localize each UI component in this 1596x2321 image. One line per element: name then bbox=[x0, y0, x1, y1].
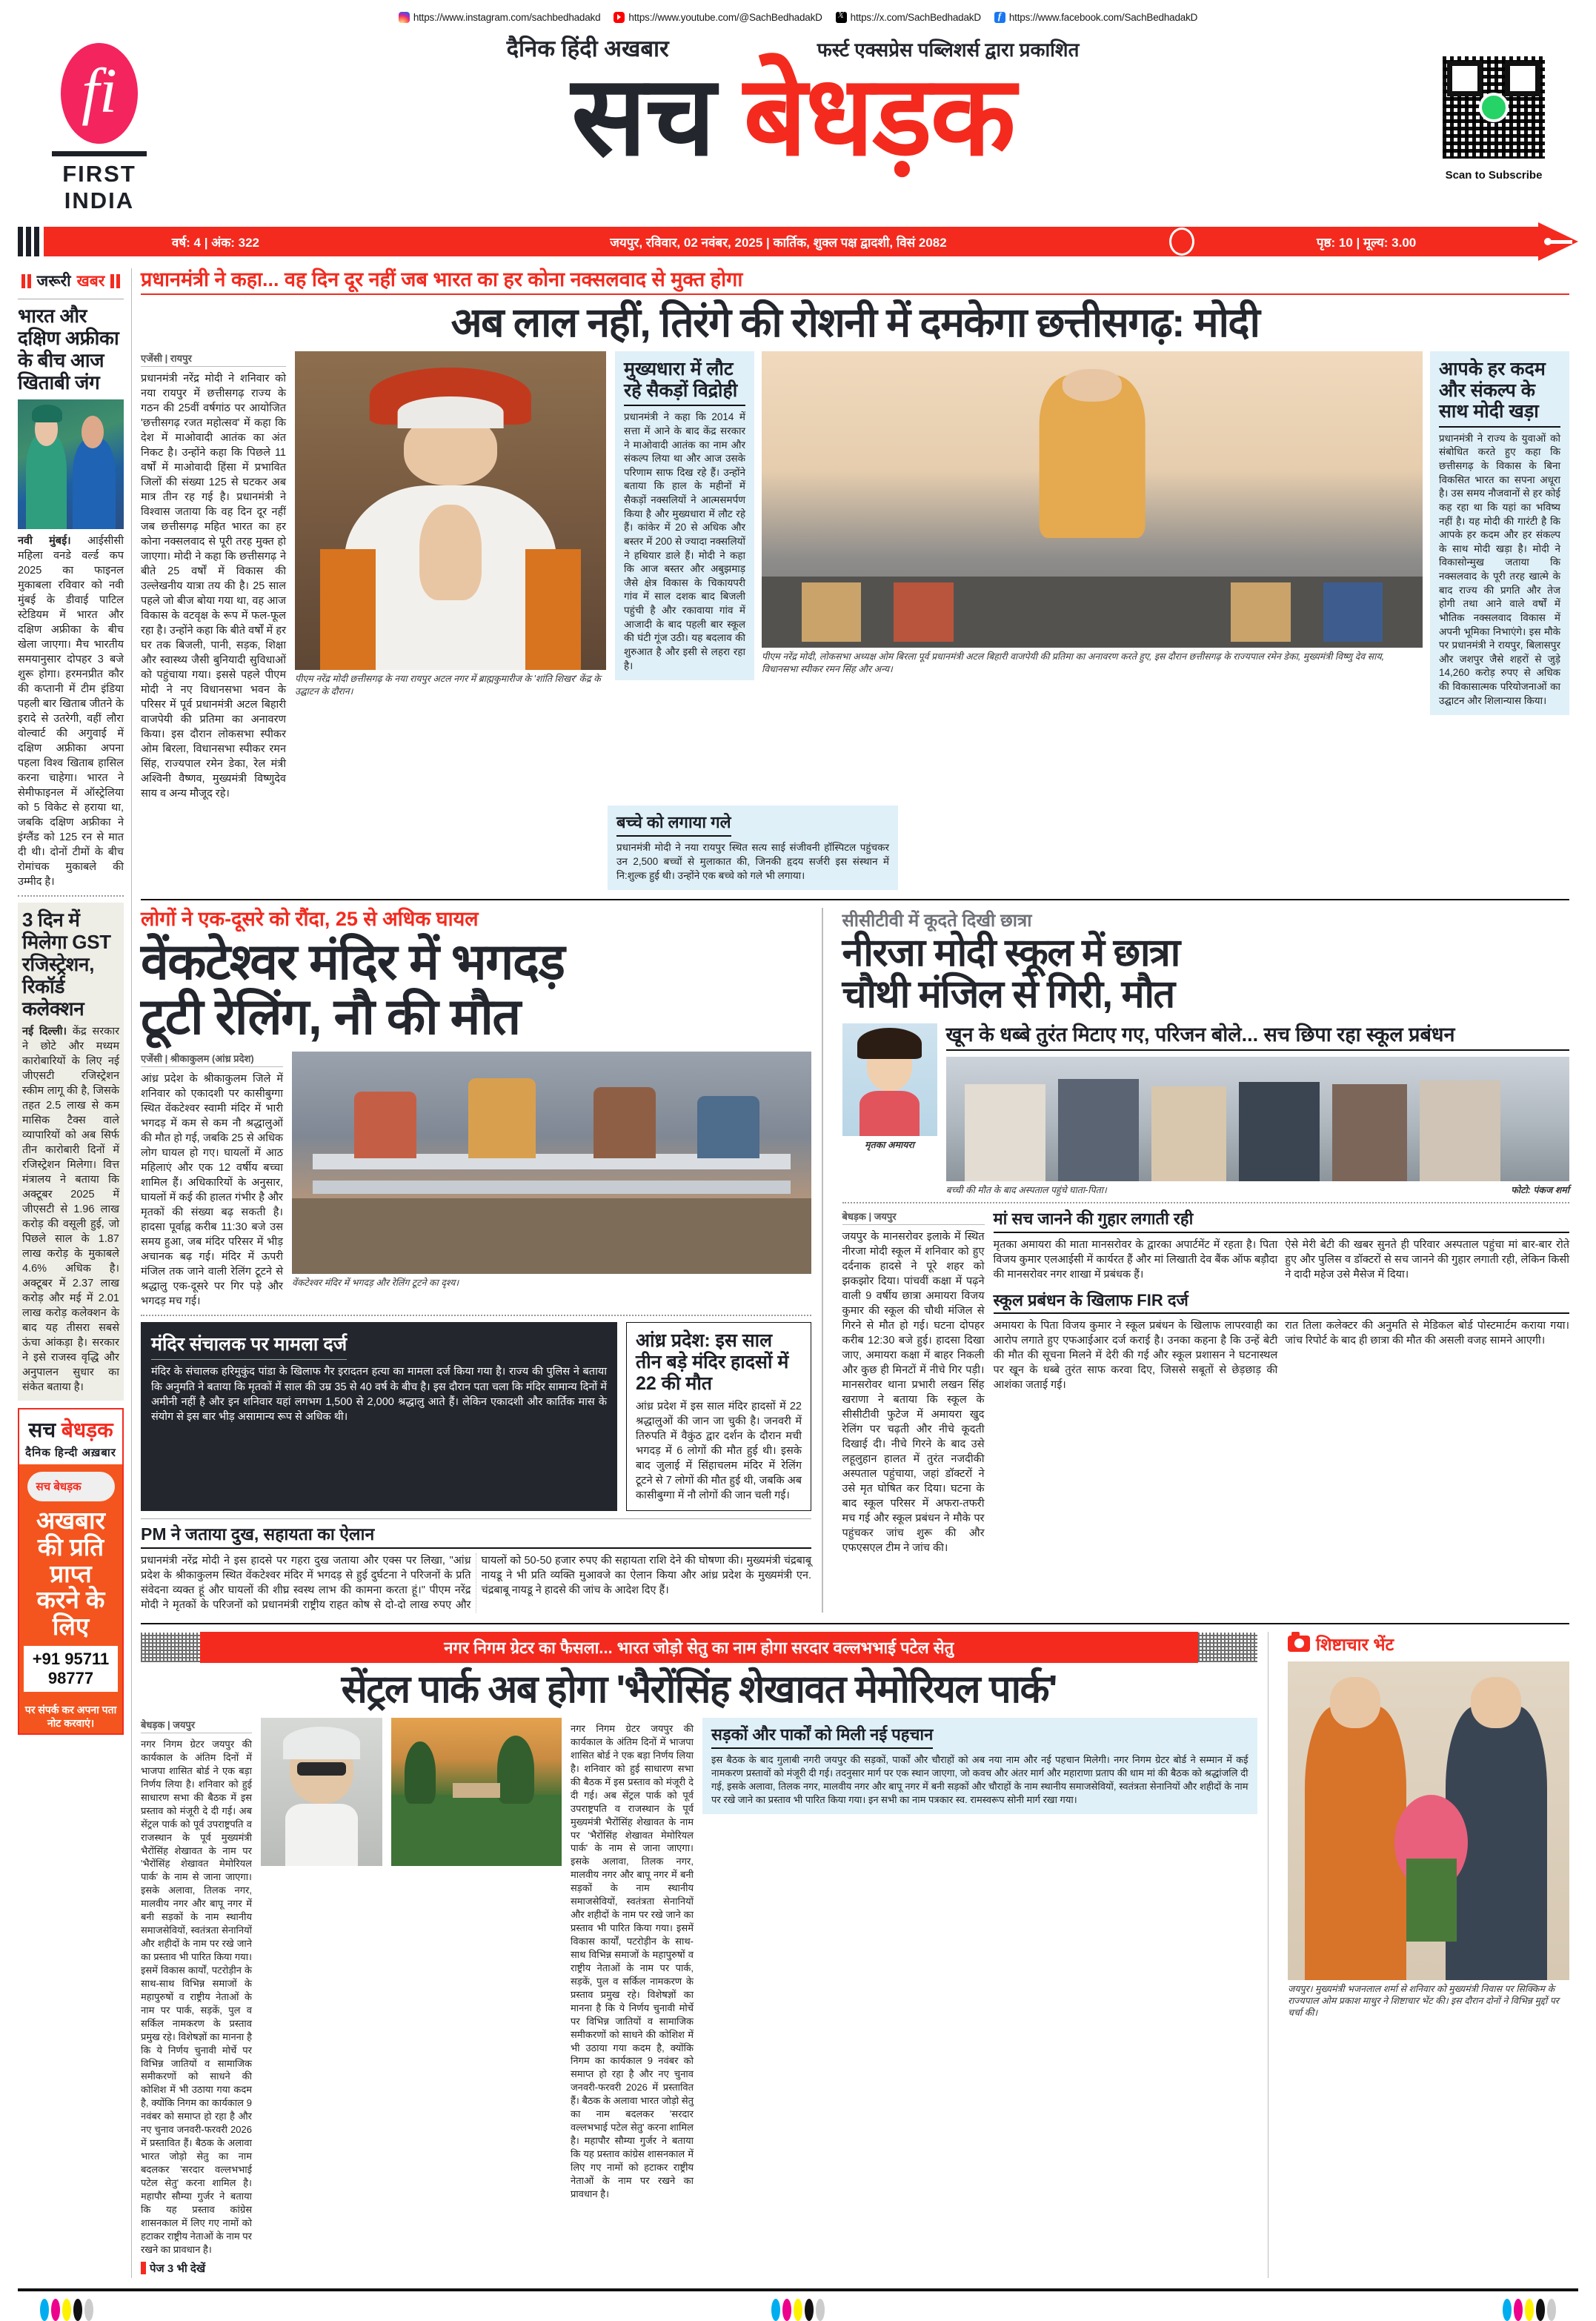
page-3-link[interactable] bbox=[141, 2261, 205, 2276]
box-modi-with-you bbox=[1430, 351, 1569, 715]
label-part2: खबर bbox=[76, 273, 105, 290]
courtesy-photo bbox=[1288, 1661, 1569, 1980]
camera-icon bbox=[1288, 1636, 1310, 1652]
school-box-b-body: ऐसे मेरी बेटी की खबर सुनते ही परिवार अस्पताल पहुंचा मां बार-बार रोते हुए और पुलिस व डॉक्टरों से सच जानने की गुहार लगाती रही, लेकिन किसी ने दादी महेज उसे मैसेज में दिया। bbox=[1285, 1238, 1569, 1281]
hospital-photo bbox=[946, 1057, 1570, 1181]
gst-text: केंद्र सरकार ने छोटे और मध्यम कारोबारियों के लिए नई जीएसटी रजिस्ट्रेशन स्कीम लागू की है, जिसके तहत 2.5 लाख से कम मासिक टैक्स वाले व्यापारियों को अब सिर्फ तीन कारोबारी दिनों में रजिस्ट्रेशन मिलेगा। वित्त मंत्रालय ने बताया कि अक्टूबर 2025 में जीएसटी से 1.96 लाख करोड़ की वसूली हुई, जो पिछले साल के 1.87 लाख करोड़ के मुकाबले 4.6% अधिक है। अक्टूबर में 2.37 लाख करोड़ और मई में 2.01 लाख करोड़ कलेक्शन के बाद यह तीसरा सबसे ऊंचा आंकड़ा है। सरकार ने इसे राजस्व वृद्धि और अनुपालन सुधार का संकेत बताया है। bbox=[22, 1026, 120, 1394]
box-mainstream-rebels bbox=[615, 351, 754, 680]
park-body: नगर निगम ग्रेटर जयपुर की कार्यकाल के अंतिम दिनों में भाजपा शासित बोर्ड ने एक बड़ा निर्णय लिया है। शनिवार को हुई साधारण सभा की बैठक में इस प्रस्ताव को मंजूरी दे दी गई। अब सेंट्रल पार्क को पूर्व उपराष्ट्रपति व राजस्थान के पूर्व मुख्यमंत्री भैरोंसिंह शेखावत के नाम पर 'भैरोंसिंह शेखावत मेमोरियल पार्क' के नाम से जाना जाएगा। इसके अलावा, तिलक नगर, मालवीय नगर और बापू नगर में बनी सड़कों के नाम स्थानीय समाजसेवियों, स्वतंत्रता सेनानियों और शहीदों के नाम पर रखे जाने का प्रस्ताव भी पारित किया गया। इसमें विकास कार्यों, पटरोड़ीन के साथ-साथ विभिन्न समाजों के महापुरुषों व राष्ट्रीय नेताओं के नाम पर पार्क, सड़कें, पुल व सर्किल नामकरण के प्रस्ताव प्रमुख रहे। विशेषज्ञों का मानना है कि ये निर्णय चुनावी मोर्चे पर विभिन्न जातियों व सामाजिक समीकरणों को साधने की कोशिश में भी उठाया गया कदम है, क्योंकि निगम का कार्यकाल 9 नवंबर को समाप्त हो रहा है और नए चुनाव जनवरी-फरवरी 2026 में प्रस्तावित हैं। बैठक के अलावा भारत जोड़ो सेतु का नाम बदलकर 'सरदार वल्लभभाई पटेल सेतु' करना शामिल है। महापौर सौम्या गुर्जर ने बताया कि यह प्रस्ताव कांग्रेस शासनकाल में लिए गए नामों को हटाकर राष्ट्रीय नेताओं के नाम पर रखने का प्रावधान है। bbox=[141, 1739, 252, 2255]
school-body: जयपुर के मानसरोवर इलाके में स्थित नीरजा मोदी स्कूल में शनिवार को हुए दर्दनाक हादसे ने पूरे शहर को झकझोर दिया। पांचवीं कक्षा में पढ़ने वाली 9 वर्षीय छात्रा अमायरा विजय कुमार की स्कूल की चौथी मंजिल से गिरने से मौत हो गई। घटना दोपहर करीब 12:30 बजे हुई। हादसा दिखा जाए, अमायरा कक्षा में बाहर निकली और कुछ ही मिनटों में नीचे गिर पड़ी। मानसरोवर थाना प्रभारी लखन सिंह खराणा ने बताया कि स्कूल के सीसीटीवी फुटेज में अमायरा खुद रेलिंग पर चढ़ती और नीचे कूदती दिखाई दी। नीचे गिरने के बाद उसे लहूलुहान हालत में तुरंत नजदीकी अस्पताल पहुंचाया, जहां डॉक्टरों ने उसे मृत घोषित कर दिया। घटना के बाद स्कूल परिसर में अफरा-तफरी मच गई और स्कूल प्रबंधन ने मौके पर पहुंचकर जांच शुरू की और एफएसएल टीम ने जांच की। bbox=[842, 1231, 985, 1555]
pen-nib-icon bbox=[1538, 222, 1578, 261]
park-dateline: बेधड़क | जयपुर bbox=[141, 1718, 252, 1733]
masthead bbox=[18, 27, 1578, 219]
stampede-headline-line2[interactable]: टूटी रेलिंग, नौ की मौत bbox=[141, 988, 520, 1045]
boxdark-title: मंदिर संचालक पर मामला दर्ज bbox=[151, 1331, 347, 1360]
school-box-a-body: मृतका अमायरा की माता मानसरोवर के द्वारका अपार्टमेंट में रहता है। पिता विजय कुमार एलआईसी में कार्यरत हैं और मां लिखाती देव बैंक ऑफ बड़ौदा की मानसरोवर नगर शाखा में प्रबंधक हैं। bbox=[993, 1238, 1278, 1281]
issue-date: जयपुर, रविवार, 02 नवंबर, 2025 | कार्तिक, शुक्ल पक्ष द्वादशी, विसं 2082 bbox=[610, 235, 947, 250]
park-story bbox=[141, 1632, 1257, 2278]
fi-letters: fi bbox=[82, 55, 117, 126]
ad-subtitle: दैनिक हिन्दी अख़बार bbox=[25, 1447, 116, 1460]
statue-photo-caption: पीएम नरेंद्र मोदी, लोकसभा अध्यक्ष ओम बिरला पूर्व प्रधानमंत्री अटल बिहारी वाजपेयी की प्रतिमा का अनावरण करते हुए, इस दौरान छत्तीसगढ़ के राज्यपाल रमेन डेका, मुख्यमंत्री विष्णु देव साय, विधानसभा स्पीकर रमन सिंह और अन्य। bbox=[762, 651, 1385, 674]
box1-title: मुख्यधारा में लौट रहे सैकड़ों विद्रोही bbox=[624, 359, 745, 406]
school-kicker[interactable]: सीसीटीवी में कूदते दिखी छात्रा bbox=[842, 911, 1032, 932]
park-headline[interactable]: सेंट्रल पार्क अब होगा 'भैरोंसिंह शेखावत मेमोरियल पार्क' bbox=[341, 1667, 1057, 1711]
courtesy-meeting bbox=[1279, 1632, 1569, 2019]
tagline-left: दैनिक हिंदी अखबार bbox=[506, 36, 669, 62]
shekhawat-portrait bbox=[261, 1718, 382, 1866]
x-icon bbox=[836, 12, 847, 23]
boxdark-body: मंदिर के संचालक हरिमुकुंद पांडा के खिलाफ गैर इरादतन हत्या का मामला दर्ज किया गया है। राज्य की पुलिस ने बताया कि अनुमति ने बताया कि मृतकों में साल की उम्र 35 से 40 वर्ष के बीच है। इस दौरान पता चला कि मंदिर सामान्य दिनों में अमीनी नहीं है और इन शनिवार यहां लगभग 1,500 से 2,000 श्रद्धालु आते हैं। लेकिन एकादशी और कार्तिक मास के संयोग से इस बार भीड़ असामान्य रूप से अधिक थी। bbox=[151, 1366, 607, 1424]
modi-photo-caption: पीएम नरेंद्र मोदी छत्तीसगढ़ के नया रायपुर अटल नगर में ब्राह्मकुमारीज के 'शांति शिखर' केंद्र के उद्घाटन के दौरान। bbox=[295, 674, 601, 697]
school-fir-title: स्कूल प्रबंधन के खिलाफ FIR दर्ज bbox=[994, 1286, 1570, 1314]
issue-number: वर्ष: 4 | अंक: 322 bbox=[171, 235, 260, 250]
school-box-a-title: मां सच जानने की गुहार लगाती रही bbox=[994, 1209, 1570, 1232]
ad-line-2: की प्रति प्राप्त bbox=[37, 1533, 104, 1587]
school-fir-body2: रात तिला कलेक्टर की अनुमति से मेडिकल बोर्ड पोस्टमार्टम कराया गया। जांच रिपोर्ट के बाद ही छात्रा की मौत की असली वजह सामने आएगी। bbox=[1285, 1319, 1569, 1347]
title-sach: सच bbox=[571, 53, 744, 178]
school-story bbox=[834, 908, 1570, 1555]
ad-note: पर संपर्क कर अपना पता नोट करवाएं। bbox=[19, 1699, 122, 1733]
whatsapp-icon bbox=[1479, 93, 1509, 122]
social-link-youtube[interactable] bbox=[614, 12, 822, 23]
pm-box-title: PM ने जताया दुख, सहायता का ऐलान bbox=[141, 1524, 811, 1549]
cricket-text: आईसीसी महिला वनडे वर्ल्ड कप 2025 का फाइनल मुकाबला रविवार को नवी मुंबई के डीवाई पाटिल स्टेडियम में भारत और दक्षिण अफ्रीका के बीच खेला जाएगा। मैच भारतीय समयानुसार दोपहर 3 बजे शुरू होगा। हरमनप्रीत कौर की कप्तानी में टीम इंडिया पहली बार खिताब जीतने के इरादे से उतरेगी, वहीं लौरा वोल्वार्ट की अगुवाई में दक्षिण अफ्रीका अपना पहला विश्व खिताब हासिल करना चाहेगा। भारत ने सेमीफाइनल में ऑस्ट्रेलिया को 5 विकेट से हराया था, जबकि दक्षिण अफ्रीका ने इंग्लैंड को 125 रन से मात दी थी। दोनों टीमों के बीच रोमांचक मुकाबले की उम्मीद है। bbox=[18, 534, 124, 888]
hatch-decor-right bbox=[1198, 1633, 1257, 1662]
courtesy-label bbox=[1288, 1632, 1569, 1656]
school-subhead[interactable]: खून के धब्बे तुरंत मिटाए गए, परिजन बोले... सच छिपा रहा स्कूल प्रबंधन bbox=[946, 1023, 1570, 1051]
box-hugged-child bbox=[608, 806, 898, 890]
school-dateline: बेधड़क | जयपुर bbox=[842, 1209, 985, 1225]
stampede-dateline: एजेंसी | श्रीकाकुलम (आंध्र प्रदेश) bbox=[141, 1052, 283, 1067]
social-link-instagram[interactable] bbox=[399, 12, 601, 23]
gst-dateline: नई दिल्ली। bbox=[22, 1026, 67, 1038]
hospital-photo-caption: बच्ची की मौत के बाद अस्पताल पहुंचे घाता-पिता। bbox=[945, 1184, 1107, 1195]
cmyk-right bbox=[1503, 2299, 1556, 2321]
park-box-body: इस बैठक के बाद गुलाबी नगरी जयपुर की सड़कों, पार्कों और चौराहों को अब नया नाम और नई पहचान मिलेगी। नगर निगम ग्रेटर बोर्ड ने सम्मान में कई नामकरण प्रस्तावों को मंजूरी दी गई। तदनुसार मार्ग पर एक स्थान जाएगा, जो कवच और अंतर मार्ग और महाराणा प्रताप की धाम मां की बैठक को श्रद्धांजलि दी गई, इसके अलावा, तिलक नगर, मालवीय नगर और बापू नगर में बनी सड़कों और चौराहों के नाम स्थानीय समाजसेवियों, स्वतंत्रता सेनानियों और शहीदों के नाम पर रखे जाने का प्रस्ताव भी पारित किया गया। इन सभी का नाम पत्रकार स्व. रामस्वरूप सोनी मार्ग रखा गया। bbox=[711, 1754, 1248, 1805]
school-headline-line2[interactable]: चौथी मंजिल से गिरी, मौत bbox=[842, 973, 1174, 1017]
cmyk-registration-marks bbox=[18, 2291, 1578, 2321]
student-photo-caption: मृतका अमायरा bbox=[865, 1139, 914, 1150]
logo-name: FIRST INDIA bbox=[62, 161, 136, 213]
fi-oval-icon bbox=[61, 43, 138, 144]
main-content bbox=[132, 268, 1578, 2278]
rolled-newspaper-image: सच बेधड़क bbox=[27, 1472, 115, 1501]
box3-title: बच्चे को लगाया गले bbox=[616, 813, 731, 837]
first-india-logo[interactable] bbox=[33, 30, 166, 214]
instagram-icon bbox=[399, 12, 410, 23]
cricket-body bbox=[18, 534, 124, 889]
title-bedhadak: बेधड़क bbox=[743, 53, 1014, 178]
lead-headline[interactable]: अब लाल नहीं, तिरंगे की रोशनी में दमकेगा छत्तीसगढ़: मोदी bbox=[450, 299, 1260, 346]
gst-body bbox=[22, 1024, 119, 1395]
pm-box-body: प्रधानमंत्री नरेंद्र मोदी ने इस हादसे पर गहरा दुख जताया और एक्स पर लिखा, "आंध्र प्रदेश के श्रीकाकुलम स्थित वेंकटेश्वर मंदिर में भगदड़ से हुई दुर्घटना ने परिजनों के प्रति संवेदना व्यक्त हूं और घायलों की शीघ्र स्वस्थ लाभ की कामना करता हूं।" पीएम नरेंद्र मोदी ने मृतकों के परिजनों को प्रधानमंत्री राष्ट्रीय राहत कोष से दो-दो लाख रुपए और घायलों को 50-50 हजार रुपए की सहायता राशि देने की घोषणा की। मुख्यमंत्री चंद्रबाबू नायडू ने भी प्रति व्यक्ति मुआवजे का ऐलान किया और आंध्र प्रदेश के मुख्यमंत्री एन. चंद्रबाबू नायडू ने हादसे की जांच के आदेश दिए हैं। bbox=[141, 1554, 811, 1611]
cmyk-center bbox=[771, 2299, 825, 2321]
ad-phone-number[interactable]: +91 95711 98777 bbox=[24, 1646, 118, 1692]
youtube-url: https://www.youtube.com/@SachBedhadakD bbox=[628, 11, 822, 23]
box1-body: प्रधानमंत्री ने कहा कि 2014 में सत्ता में आने के बाद केंद्र सरकार ने माओवादी आतंक का नाम और संकल्प लिया था और आज उसके परिणाम साफ दिख रहे हैं। उन्होंने बताया कि हाल के महीनों में सैकड़ों नक्सलियों ने आत्मसमर्पण किया है और मुख्यधारा में लौट रहे हैं। कांकेर में 20 से अधिक और बस्तर में 200 से ज्यादा नक्सलियों ने हथियार डाले हैं। मोदी ने कहा कि आज बस्तर और अबुझमाड़ जैसे क्षेत्र विकास के चिकायपरी गांव में साल दशक बाद बिजली पहुंची है और रकावाया गांव में आजादी के बाद पहली बार स्कूल की घंटी गूंज उठी। यह बदलाव की शुरुआत है और इसी से लहरा रहा है। bbox=[624, 411, 745, 671]
social-link-facebook[interactable] bbox=[994, 12, 1197, 23]
issue-ribbon bbox=[18, 222, 1578, 261]
subscription-ad[interactable] bbox=[18, 1408, 124, 1735]
x-url: https://x.com/SachBedhadakD bbox=[850, 11, 981, 23]
ribbon-body bbox=[44, 227, 1538, 256]
box2-body: प्रधानमंत्री ने राज्य के युवाओं को संबोधित करते हुए कहा कि छत्तीसगढ़ के विकास के बिना विकसित भारत का सपना अधूरा है। उस समय नौजवानों से हर कोई कह रहा था कि यहां का भविष्य नहीं है। यह मोदी की गारंटी है कि आपके हर कदम और हर संकल्प के साथ मोदी खड़ा है। मोदी ने विकासोन्मुख जताया कि नक्सलवाद के पूरी तरह खात्मे के बाद राज्य की प्रगति और तेज होगी तथा आने वाले वर्षों में भौतिक नक्सलवाद विकास में अपनी भूमिका निभाएंगे। इस मौके पर प्रधानमंत्री ने रायपुर, बिलासपुर और जशपुर जैसे शहरों से जुड़े 14,260 करोड़ रुपए से अधिक की विकासात्मक परियोजनाओं का उद्घाटन और शिलान्यास किया। bbox=[1439, 432, 1560, 706]
box-case-against-temple-operator bbox=[141, 1322, 617, 1511]
youtube-icon bbox=[614, 12, 625, 23]
student-photo bbox=[842, 1023, 937, 1136]
courtesy-label-text: शिष्टाचार भेंट bbox=[1316, 1634, 1394, 1654]
central-park-photo bbox=[391, 1718, 562, 1866]
cricket-photo bbox=[18, 399, 124, 529]
stampede-story bbox=[141, 908, 811, 1613]
left-sidebar bbox=[18, 268, 132, 2278]
school-fir-body: अमायरा के पिता विजय कुमार ने स्कूल प्रबंधन के खिलाफ लापरवाही का आरोप लगाते हुए एफआईआर दर्ज कराई है। उनका कहना है कि उन्हें बेटी की मौत की सूचना मिलने में देरी की गई और स्कूल प्रशासन ने घटनास्थल पर खून के धब्बे तुरंत साफ करवा दिए, जिससे सबूतों से छेड़छाड़ की आशंका जताई गई। bbox=[993, 1319, 1278, 1391]
boxwhite-body: आंध्र प्रदेश में इस साल मंदिर हादसों में 22 श्रद्धालुओं की जान जा चुकी है। जनवरी में तिरुपति में वैकुंठ द्वार दर्शन के दौरान मची भगदड़ में 6 लोगों की मौत हुई थी। इसके बाद जुलाई में सिंहाचलम मंदिर में रेलिंग टूटने से 7 लोगों की मौत हुई थी, जबकि अब कासीबुग्गा में नौ लोगों की जान चली गई। bbox=[636, 1401, 802, 1502]
stampede-photo-caption: वेंकटेश्वर मंदिर में भगदड़ और रेलिंग टूटने का दृश्य। bbox=[292, 1278, 459, 1289]
hatch-decor-left bbox=[141, 1633, 200, 1662]
cricket-dateline: नवी मुंबई। bbox=[18, 534, 71, 547]
paper-title-block bbox=[166, 30, 1420, 178]
qr-block[interactable] bbox=[1420, 30, 1568, 182]
statue-unveiling-photo bbox=[762, 351, 1423, 648]
park-ribbon[interactable]: नगर निगम ग्रेटर का फैसला... भारत जोड़ो सेतु का नाम होगा सरदार वल्लभभाई पटेल सेतु bbox=[200, 1632, 1198, 1663]
paper-title bbox=[166, 53, 1420, 178]
social-link-x[interactable] bbox=[836, 12, 981, 23]
stampede-kicker[interactable]: लोगों ने एक-दूसरे को रौंदा, 25 से अधिक घायल bbox=[141, 908, 479, 931]
ribbon-bars-icon bbox=[18, 227, 39, 256]
logo-divider-bar bbox=[52, 151, 147, 156]
qr-code-icon[interactable] bbox=[1438, 52, 1549, 163]
courtesy-caption: जयपुर। मुख्यमंत्री भजनलाल शर्मा से शनिवार को मुख्यमंत्री निवास पर सिक्किम के राज्यपाल ओम प्रकाश माथुर ने शिष्टाचार भेंट की। इस दौरान दोनों ने विभिन्न मुद्दों पर चर्चा की। bbox=[1288, 1983, 1559, 2019]
social-links-bar bbox=[18, 0, 1578, 27]
cmyk-left bbox=[40, 2299, 93, 2321]
tagline-right: फर्स्ट एक्सप्रेस पब्लिशर्स द्वारा प्रकाशित bbox=[817, 39, 1080, 61]
stampede-headline-line1[interactable]: वेंकटेश्वर मंदिर में भगदड़ bbox=[141, 934, 565, 991]
label-part1: जरूरी bbox=[36, 273, 71, 290]
facebook-url: https://www.facebook.com/SachBedhadakD bbox=[1008, 11, 1198, 23]
box3-body: प्रधानमंत्री मोदी ने नया रायपुर स्थित सत्य साई संजीवनी हॉस्पिटल पहुंचकर उन 2,500 बच्चों से मुलाकात की, जिनकी हृदय सर्जरी इस संस्थान में नि:शुल्क हुई थी। उन्होंने एक बच्चे को गले भी लगाया। bbox=[616, 842, 889, 881]
boxwhite-title: आंध्र प्रदेश: इस साल तीन बड़े मंदिर हादसों में 22 की मौत bbox=[636, 1330, 789, 1395]
box2-title: आपके हर कदम और संकल्प के साथ मोदी खड़ा bbox=[1439, 359, 1560, 428]
park-box-title: सड़कों और पार्कों को मिली नई पहचान bbox=[711, 1725, 933, 1749]
ribbon-ellipse-icon bbox=[1169, 228, 1194, 256]
ad-brand-sach: सच bbox=[28, 1418, 61, 1442]
box-pm-condolence bbox=[141, 1524, 811, 1613]
box-roads-parks-identity bbox=[702, 1718, 1257, 1814]
lead-body: प्रधानमंत्री नरेंद्र मोदी ने शनिवार को नया रायपुर में छत्तीसगढ़ राज्य के गठन की 25वीं वर्षगांठ पर आयोजित 'छत्तीसगढ़ रजत महोत्सव' में कहा कि देश में माओवादी आतंक का अंत निकट है। उन्होंने कहा कि पिछले 11 वर्षों में माओवादी हिंसा में प्रभावित जिलों की संख्या 125 से घटकर अब मात्र तीन रह गई है। प्रधानमंत्री ने विश्वास जताया कि वह दिन दूर नहीं जब छत्तीसगढ़ महित भारत का हर कोना नक्सलवाद से पूरी तरह मुक्त हो जाएगा। मोदी ने कहा कि छत्तीसगढ़ ने बीते 25 वर्षों में विकास की उल्लेखनीय यात्रा तय की है। 25 साल पहले जो बीज बोया गया था, वह आज विकास के वटवृक्ष के रूप में फल-फूल रहा है। उन्होंने कहा कि बीते वर्षों में हर घर तक बिजली, पानी, सड़क, शिक्षा और स्वास्थ्य जैसी बुनियादी सुविधाओं को पहुंचाया गया। इससे पहले पीएम मोदी ने नए विधानसभा भवन के परिसर में पूर्व प्रधानमंत्री अटल बिहारी वाजपेयी की प्रतिमा का अनावरण किया। इस दौरान लोकसभा स्पीकर ओम बिरला, विधानसभा स्पीकर रमन सिंह, राज्यपाल रमेन डेका, रेल मंत्री अश्विनी वैष्णव, मुख्यमंत्री विष्णुदेव साय व अन्य मौजूद रहे। bbox=[141, 373, 286, 800]
lead-dateline: एजेंसी | रायपुर bbox=[141, 351, 286, 367]
photo-credit: फोटो: पंकज शर्मा bbox=[1511, 1184, 1569, 1195]
box-three-temple-accidents bbox=[626, 1322, 811, 1511]
issue-price: पृष्ठ: 10 | मूल्य: 3.00 bbox=[1316, 235, 1417, 250]
ad-line-1: अखबार bbox=[36, 1507, 106, 1535]
ad-brand-block bbox=[19, 1409, 122, 1464]
instagram-url: https://www.instagram.com/sachbedhadakd bbox=[413, 11, 601, 23]
modi-photo bbox=[295, 351, 606, 670]
ad-line-3: करने के लिए bbox=[36, 1586, 105, 1640]
school-headline-line1[interactable]: नीरजा मोदी स्कूल में छात्रा bbox=[842, 932, 1180, 975]
gst-headline[interactable]: 3 दिन में मिलेगा GST रजिस्ट्रेशन, रिकॉर्ड कलेक्शन bbox=[22, 908, 111, 1020]
facebook-icon bbox=[994, 12, 1005, 23]
ad-brand-bedhadak: बेधड़क bbox=[61, 1418, 113, 1442]
stampede-body: आंध्र प्रदेश के श्रीकाकुलम जिले में शनिवार को एकादशी पर कासीबुग्गा स्थित वेंकटेश्वर स्वामी मंदिर में भारी भगदड़ में कम से कम नौ श्रद्धालुओं की मौत हो गई, जबकि 25 से अधिक लोग घायल हो गए। घायलों में आठ महिलाएं और एक 12 वर्षीय बच्चा शामिल हैं। अधिकारियों के अनुसार, घायलों में कई की हालत गंभीर है और मृतकों की संख्या बढ़ सकती है। हादसा पूर्वाह्न करीब 11:30 बजे उस समय हुआ, जब मंदिर परिसर में भीड़ अचानक बढ़ गई। मंदिर में ऊपरी मंजिल तक जाने वाली रेलिंग टूटने से श्रद्धालु एक-दूसरे पर गिर पड़े और भगदड़ मच गई। bbox=[141, 1073, 283, 1308]
lead-kicker[interactable]: प्रधानमंत्री ने कहा... वह दिन दूर नहीं जब भारत का हर कोना नक्सलवाद से मुक्त होगा bbox=[141, 268, 1569, 295]
park-body-cont: नगर निगम ग्रेटर जयपुर की कार्यकाल के अंतिम दिनों में भाजपा शासित बोर्ड ने एक बड़ा निर्णय लिया है। शनिवार को हुई साधारण सभा की बैठक में इस प्रस्ताव को मंजूरी दे दी गई। अब सेंट्रल पार्क को पूर्व उपराष्ट्रपति व राजस्थान के पूर्व मुख्यमंत्री भैरोंसिंह शेखावत के नाम पर 'भैरोंसिंह शेखावत मेमोरियल पार्क' के नाम से जाना जाएगा। इसके अलावा, तिलक नगर, मालवीय नगर और बापू नगर में बनी सड़कों के नाम स्थानीय समाजसेवियों, स्वतंत्रता सेनानियों और शहीदों के नाम पर रखे जाने का प्रस्ताव भी पारित किया गया। इसमें विकास कार्यों, पटरोड़ीन के साथ-साथ विभिन्न समाजों के महापुरुषों व राष्ट्रीय नेताओं के नाम पर पार्क, सड़कें, पुल व सर्किल नामकरण के प्रस्ताव प्रमुख रहे। विशेषज्ञों का मानना है कि ये निर्णय चुनावी मोर्चे पर विभिन्न जातियों व सामाजिक समीकरणों को साधने की कोशिश में भी उठाया गया कदम है, क्योंकि निगम का कार्यकाल 9 नवंबर को समाप्त हो रहा है और नए चुनाव जनवरी-फरवरी 2026 में प्रस्तावित हैं। बैठक के अलावा भारत जोड़ो सेतु का नाम बदलकर 'सरदार वल्लभभाई पटेल सेतु' करना शामिल है। महापौर सौम्या गुर्जर ने बताया कि यह प्रस्ताव कांग्रेस शासनकाल में लिए गए नामों को हटाकर राष्ट्रीय नेताओं के नाम पर रखने का प्रावधान है। bbox=[571, 1723, 694, 2199]
stampede-photo bbox=[292, 1052, 811, 1274]
section-label-zaruri-khabar bbox=[18, 268, 124, 296]
qr-caption: Scan to Subscribe bbox=[1445, 169, 1543, 182]
lead-story bbox=[141, 268, 1569, 890]
cricket-headline[interactable]: भारत और दक्षिण अफ्रीका के बीच आज खिताबी जंग bbox=[18, 305, 119, 394]
page-link-text: पेज 3 भी देखें bbox=[150, 2262, 206, 2275]
